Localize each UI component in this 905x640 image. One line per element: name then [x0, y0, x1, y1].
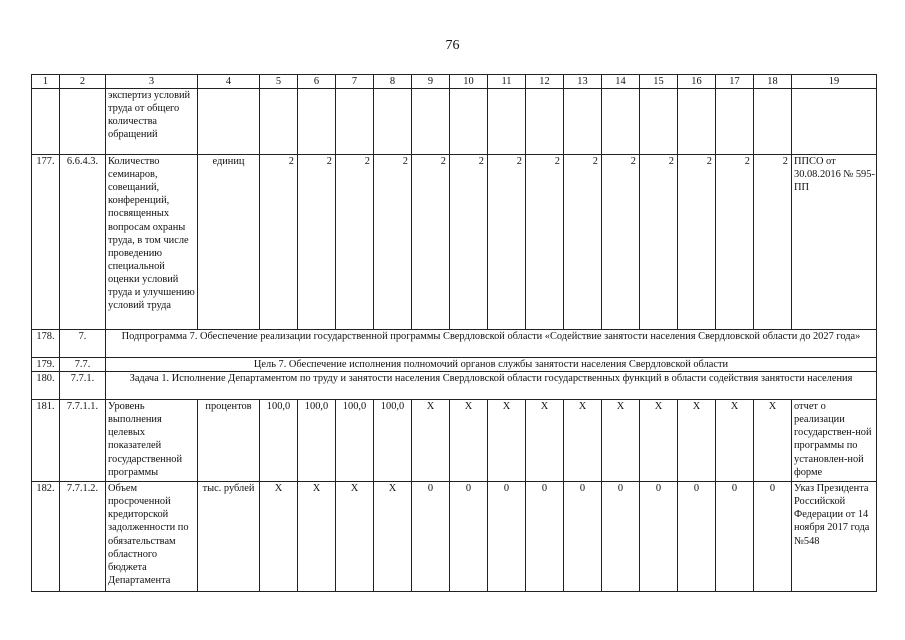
value-cell: 0 — [450, 482, 488, 592]
value-cell: 2 — [450, 155, 488, 330]
table-row-177 — [32, 155, 877, 330]
column-number-cell: 13 — [564, 75, 602, 89]
row-code-cell: 7.7.1.1. — [60, 400, 106, 482]
value-cell: 0 — [526, 482, 564, 592]
value-cell: 100,0 — [260, 400, 298, 482]
indicators-table — [31, 74, 877, 592]
column-number-cell: 17 — [716, 75, 754, 89]
row-number-cell: 177. — [32, 155, 60, 330]
column-number-cell: 11 — [488, 75, 526, 89]
value-cell: X — [640, 400, 678, 482]
value-cell: X — [374, 482, 412, 592]
column-number-cell: 1 — [32, 75, 60, 89]
unit-cell: тыс. рублей — [198, 482, 260, 592]
table-row-180 — [32, 372, 877, 400]
value-cell: X — [488, 400, 526, 482]
source-note-cell: Указ Президента Российской Федерации от 14 ноября 2017 года №548 — [792, 482, 877, 592]
value-cell: 2 — [526, 155, 564, 330]
table-row-181 — [32, 400, 877, 482]
value-cell: 2 — [602, 155, 640, 330]
source-note-cell: отчет о реализации государствен-ной программы по установлен-ной форме — [792, 400, 877, 482]
column-number-cell: 15 — [640, 75, 678, 89]
value-cell: X — [526, 400, 564, 482]
value-cell: 2 — [754, 155, 792, 330]
column-number-cell: 14 — [602, 75, 640, 89]
value-cell: X — [602, 400, 640, 482]
row-number-cell: 182. — [32, 482, 60, 592]
row-code-cell: 7.7.1.2. — [60, 482, 106, 592]
row-number-cell: 178. — [32, 330, 60, 358]
value-cell: X — [678, 400, 716, 482]
row-number-cell: 181. — [32, 400, 60, 482]
row-number-cell: 180. — [32, 372, 60, 400]
indicator-name-cell: Уровень выполнения целевых показателей государственной программы — [106, 400, 198, 482]
value-cell: 2 — [374, 155, 412, 330]
indicator-name-cell: экспертиз условий труда от общего количества обращений — [106, 89, 198, 155]
column-number-cell: 8 — [374, 75, 412, 89]
value-cell: 100,0 — [336, 400, 374, 482]
column-number-cell: 2 — [60, 75, 106, 89]
unit-cell: процентов — [198, 400, 260, 482]
value-cell: 2 — [716, 155, 754, 330]
column-number-cell: 9 — [412, 75, 450, 89]
row-number-cell: 179. — [32, 358, 60, 372]
value-cell: 2 — [336, 155, 374, 330]
value-cell: X — [716, 400, 754, 482]
value-cell: 0 — [640, 482, 678, 592]
value-cell: X — [412, 400, 450, 482]
value-cell: 2 — [640, 155, 678, 330]
indicator-name-cell: Количество семинаров, совещаний, конференций, посвященных вопросам охраны труда, в том числе проведению специальной оценки условий труда и улучшению условий труда — [106, 155, 198, 330]
value-cell: 2 — [488, 155, 526, 330]
value-cell: 0 — [678, 482, 716, 592]
column-number-cell: 19 — [792, 75, 877, 89]
value-cell: 2 — [564, 155, 602, 330]
source-note-cell: ППСО от 30.08.2016 № 595-ПП — [792, 155, 877, 330]
column-number-row — [32, 75, 877, 89]
table-row-182 — [32, 482, 877, 592]
value-cell: 0 — [754, 482, 792, 592]
value-cell: X — [564, 400, 602, 482]
value-cell: 0 — [602, 482, 640, 592]
table-row-178 — [32, 330, 877, 358]
value-cell: 2 — [260, 155, 298, 330]
column-number-cell: 5 — [260, 75, 298, 89]
value-cell: X — [336, 482, 374, 592]
column-number-cell: 3 — [106, 75, 198, 89]
table-row-continued — [32, 89, 877, 155]
value-cell: 0 — [716, 482, 754, 592]
row-code-cell: 7.7.1. — [60, 372, 106, 400]
column-number-cell: 18 — [754, 75, 792, 89]
value-cell: X — [298, 482, 336, 592]
value-cell: 2 — [678, 155, 716, 330]
row-code-cell: 7. — [60, 330, 106, 358]
value-cell: 0 — [412, 482, 450, 592]
row-code-cell: 7.7. — [60, 358, 106, 372]
value-cell: 2 — [298, 155, 336, 330]
value-cell: 0 — [488, 482, 526, 592]
row-code-cell: 6.6.4.3. — [60, 155, 106, 330]
column-number-cell: 16 — [678, 75, 716, 89]
unit-cell: единиц — [198, 155, 260, 330]
column-number-cell: 7 — [336, 75, 374, 89]
value-cell: X — [450, 400, 488, 482]
indicator-name-cell: Объем просроченной кредиторской задолженности по обязательствам областного бюджета Департамента — [106, 482, 198, 592]
value-cell: 2 — [412, 155, 450, 330]
task-heading: Задача 1. Исполнение Департаментом по труду и занятости населения Свердловской области государственных функций в области содействия занятости населения — [106, 372, 877, 400]
column-number-cell: 6 — [298, 75, 336, 89]
value-cell: X — [260, 482, 298, 592]
column-number-cell: 12 — [526, 75, 564, 89]
subprogram-heading: Подпрограмма 7. Обеспечение реализации государственной программы Свердловской области «Содействие занятости населения Свердловской области до 2027 года» — [106, 330, 877, 358]
goal-heading: Цель 7. Обеспечение исполнения полномочий органов службы занятости населения Свердловской области — [106, 358, 877, 372]
value-cell: 0 — [564, 482, 602, 592]
value-cell: X — [754, 400, 792, 482]
page-number: 76 — [445, 38, 460, 53]
value-cell: 100,0 — [298, 400, 336, 482]
column-number-cell: 4 — [198, 75, 260, 89]
table-row-179 — [32, 358, 877, 372]
column-number-cell: 10 — [450, 75, 488, 89]
value-cell: 100,0 — [374, 400, 412, 482]
